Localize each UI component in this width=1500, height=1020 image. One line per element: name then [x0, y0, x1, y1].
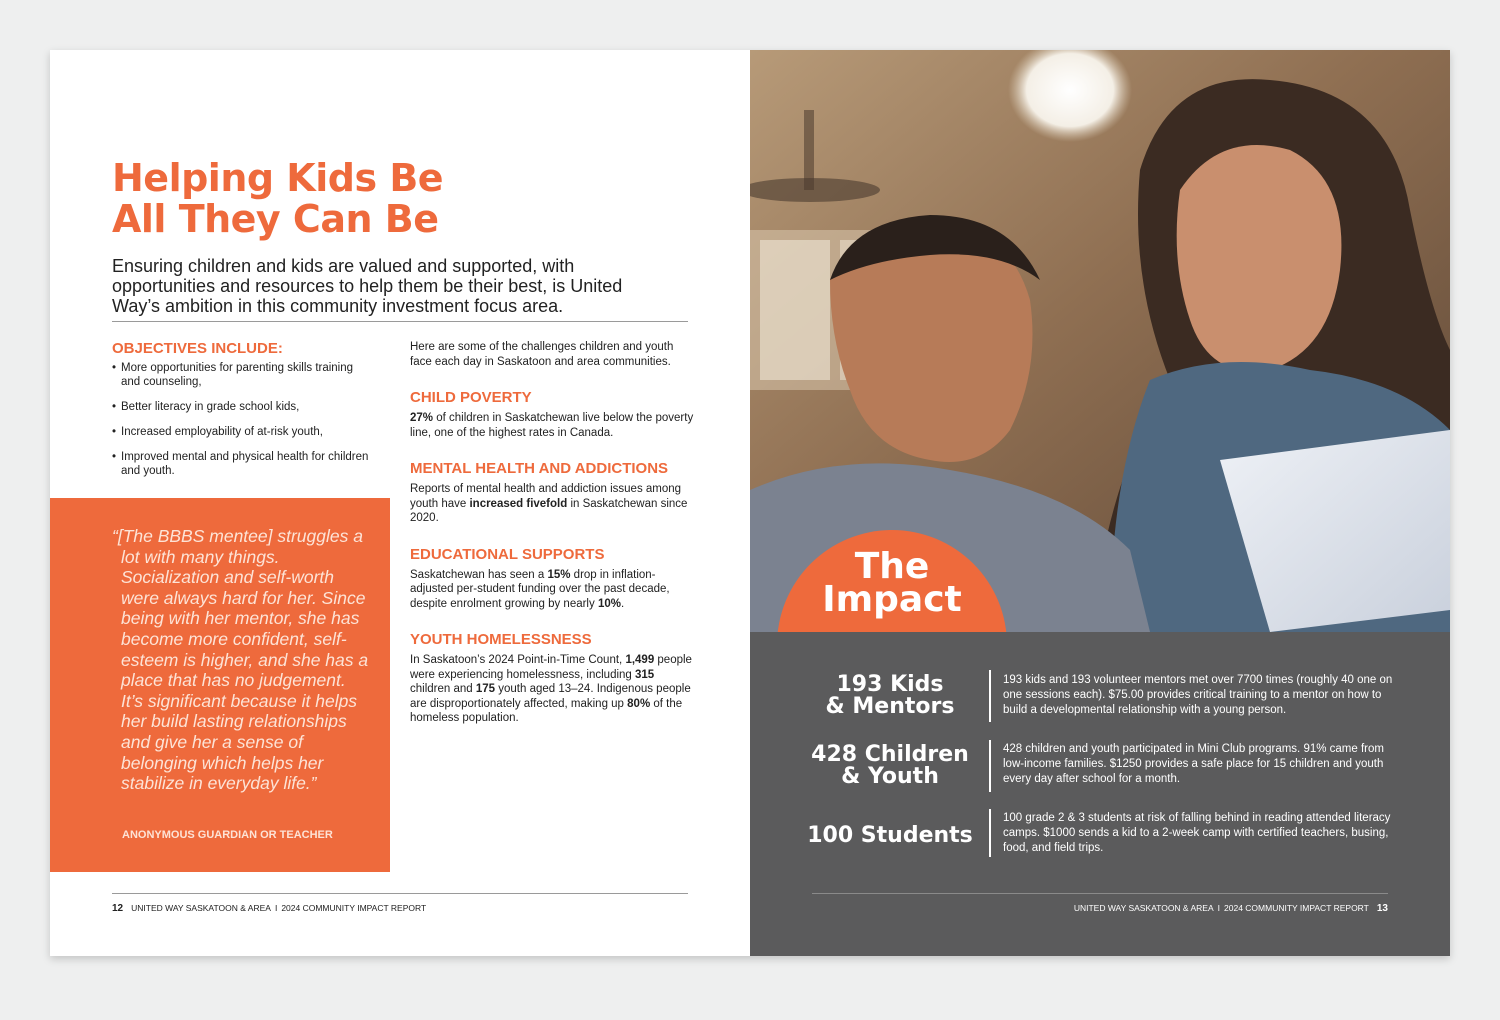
child-poverty-title: CHILD POVERTY: [410, 389, 532, 406]
page-number: 13: [1376, 903, 1388, 914]
footer-divider: [812, 893, 1388, 894]
page-right: [750, 50, 1450, 956]
report-spread: [50, 50, 1450, 956]
impact-divider: [989, 740, 991, 792]
testimonial-attribution: ANONYMOUS GUARDIAN OR TEACHER: [122, 829, 333, 841]
page-left: [50, 50, 750, 956]
mental-health-text: Reports of mental health and addiction issues among youth have increased fivefold in Saskatchewan since 2020.: [410, 483, 688, 524]
educational-supports-title: EDUCATIONAL SUPPORTS: [410, 545, 605, 563]
footer-report: 2024 COMMUNITY IMPACT REPORT: [281, 903, 427, 913]
page-headline: [112, 158, 672, 240]
objective-item: • Improved mental and physical health for children and youth.: [112, 450, 372, 478]
challenges-column: [410, 340, 695, 746]
impact-description: 100 grade 2 & 3 students at risk of falling behind in reading attended literacy camps. $1000 sends a kid to a 2-week camp with certified teachers, busing, food, and field trips.: [1003, 812, 1391, 854]
footer-org: UNITED WAY SASKATOON & AREA: [1073, 903, 1214, 913]
impact-stat: 428 Children & Youth: [811, 742, 969, 789]
child-poverty-text: 27% of children in Saskatchewan live below the poverty line, one of the highest rates in Canada.: [410, 412, 694, 439]
educational-supports-text: Saskatchewan has seen a 15% drop in inflation-adjusted per-student funding over the past decade, despite enrolment growing by nearly 10%.: [410, 568, 670, 610]
objectives-title: OBJECTIVES INCLUDE:: [112, 340, 283, 357]
footer-separator: I: [274, 903, 278, 913]
testimonial-quote: “[The BBBS mentee] struggles a lot with many things. Socialization and self-worth were always hard for her. Since being with her mentor, she has become more confident, self-esteem is higher, and she has a place that has no judgement. It’s significant because it helps her build lasting relationships and give her a sense of belonging which helps her stabilize in everyday life.”: [112, 526, 369, 794]
footer-org: UNITED WAY SASKATOON & AREA: [131, 903, 271, 913]
impact-divider: [989, 809, 991, 857]
footer-separator: I: [1217, 903, 1221, 913]
footer-divider: [112, 893, 688, 894]
impact-description: 193 kids and 193 volunteer mentors met over 7700 times (roughly 40 one on one sessions each). $75.00 provides critical training to a mentor on how to build a developmental relationship with a young person.: [1003, 674, 1393, 716]
footer-right: [1074, 903, 1388, 914]
impact-description: 428 children and youth participated in Mini Club programs. 91% came from low-income families. $1250 provides a safe place for 15 children and youth every day after school for a month.: [1003, 743, 1384, 785]
divider: [112, 321, 688, 322]
intro-paragraph: Ensuring children and kids are valued and supported, with opportunities and resources to help them be their best, is United Way’s ambition in this community investment focus area.: [112, 256, 623, 316]
headline-line-1: Helping Kids Be: [112, 156, 444, 200]
youth-homelessness-title: YOUTH HOMELESSNESS: [410, 631, 592, 648]
page-number: 12: [112, 903, 124, 914]
mental-health-title: MENTAL HEALTH AND ADDICTIONS: [410, 460, 669, 477]
objective-item: • Increased employability of at-risk youth,: [112, 425, 372, 439]
impact-stat: 193 Kids & Mentors: [825, 672, 955, 719]
impact-stat: 100 Students: [807, 823, 973, 848]
impact-divider: [989, 670, 991, 722]
testimonial-box: [50, 498, 390, 872]
objective-item: • Better literacy in grade school kids,: [112, 400, 372, 414]
objective-item: • More opportunities for parenting skills training and counseling,: [112, 361, 372, 389]
footer-left: [112, 903, 426, 914]
objectives-list: [112, 361, 372, 489]
youth-homelessness-text: In Saskatoon’s 2024 Point-in-Time Count, 1,499 people were experiencing homelessness, including 315 children and 175 youth aged 13–24. Indigenous people are disproportionately affected, making up 80% of the homeless population.: [410, 654, 692, 724]
challenges-intro: Here are some of the challenges children and youth face each day in Saskatoon and area communities.: [410, 341, 674, 368]
footer-report: 2024 COMMUNITY IMPACT REPORT: [1224, 903, 1369, 913]
impact-heading: The Impact: [822, 546, 962, 620]
headline-line-2: All They Can Be: [112, 197, 439, 241]
